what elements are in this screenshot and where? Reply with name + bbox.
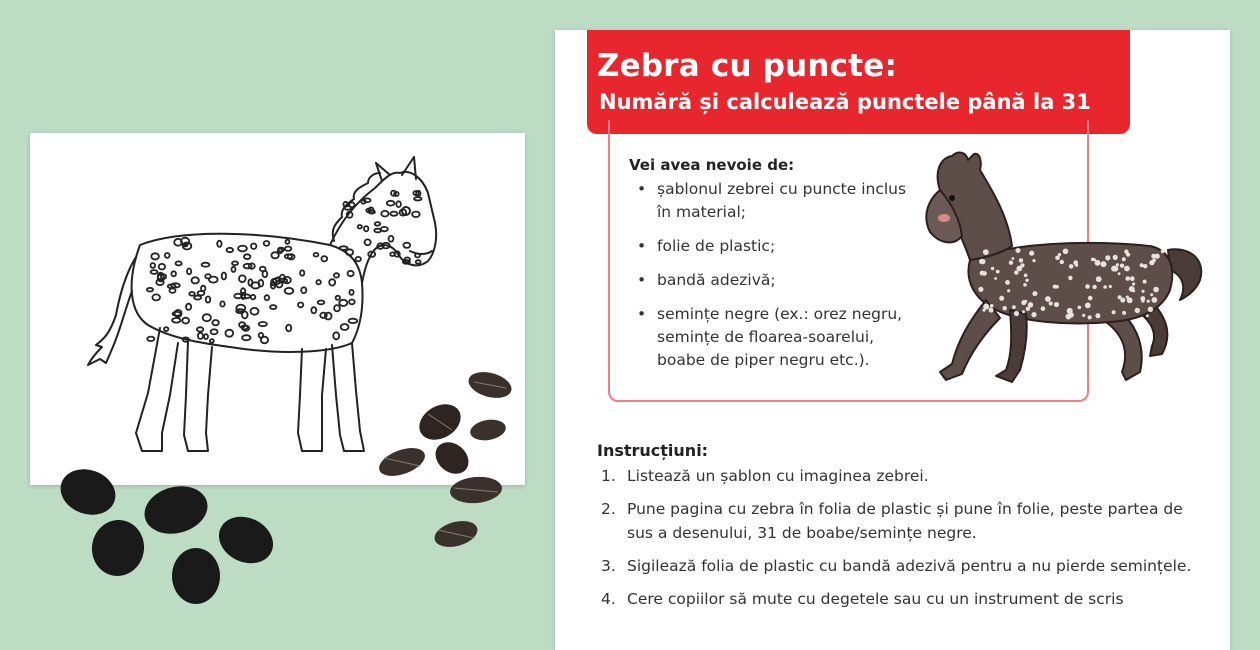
horse-spot [1122, 257, 1126, 261]
instructions-heading: Instrucțiuni: [597, 441, 709, 460]
horse-spot [1085, 284, 1090, 289]
horse-spot [989, 308, 994, 313]
horse-spot [1126, 253, 1130, 257]
horse-spot [1125, 276, 1130, 281]
horse-spot [1025, 279, 1028, 282]
horse-spot [980, 271, 985, 276]
zebra-spot [286, 325, 291, 332]
horse-spot [1140, 263, 1144, 267]
horse-spot [1045, 296, 1051, 302]
horse-spot [1073, 260, 1078, 265]
horse-spot [1014, 311, 1019, 316]
horse-spot [1095, 313, 1100, 318]
horse-spot [1085, 303, 1091, 309]
zebra-spot [300, 270, 304, 275]
zebra-spot [381, 227, 388, 231]
zebra-spot [334, 305, 340, 311]
instructions-list [597, 464, 1197, 620]
horse-spot [1082, 314, 1085, 317]
zebra-spot [270, 305, 276, 309]
zebra-spot [232, 267, 236, 272]
zebra-spot [227, 248, 234, 252]
horse-spot [1112, 310, 1116, 314]
title-banner [587, 30, 1130, 134]
horse-spot [1155, 254, 1160, 259]
horse-spot [1152, 258, 1156, 262]
zebra-spot [171, 271, 176, 276]
horse-spot [1005, 280, 1010, 285]
horse-spot [983, 309, 986, 312]
horse-spot [1127, 297, 1133, 303]
zebra-spot [206, 296, 211, 302]
horse-spot [1063, 249, 1069, 255]
horse-spot [1028, 302, 1033, 307]
zebra-spot [381, 211, 388, 217]
horse-spot [1103, 285, 1107, 289]
horse-spot [1109, 285, 1112, 288]
horse-spot [1092, 285, 1096, 289]
materials-heading: Vei avea nevoie de: [629, 156, 795, 174]
horse-spot [1068, 276, 1072, 280]
zebra-spot [414, 197, 421, 200]
zebra-spot [389, 236, 394, 242]
zebra-spot [189, 292, 195, 296]
horse-spot [1009, 261, 1013, 265]
horse-spot [991, 267, 994, 270]
horse-spot [1031, 312, 1036, 317]
zebra-spot [333, 332, 339, 339]
horse-spot [1088, 296, 1093, 301]
horse-spot [1014, 270, 1018, 274]
step-number: 1. [601, 467, 616, 485]
horse-spot [1049, 301, 1053, 305]
zebra-spot [192, 277, 199, 283]
horse-spot [1096, 276, 1102, 282]
zebra-spot [260, 267, 266, 271]
horse-spot [1105, 255, 1110, 260]
zebra-spot [271, 252, 278, 258]
zebra-spot [182, 318, 189, 324]
horse-spot [1078, 306, 1082, 310]
zebra-template-card [30, 133, 525, 485]
zebra-spot [151, 263, 156, 268]
zebra-spot [339, 300, 347, 306]
horse-spot [1129, 286, 1135, 292]
horse-spot [1019, 258, 1023, 262]
horse-spot [1022, 310, 1025, 313]
zebra-spot [147, 337, 154, 341]
horse-spot [983, 249, 989, 255]
zebra-spot [285, 247, 291, 251]
list-item [597, 497, 1197, 545]
list-item [597, 464, 1197, 488]
horse-spot [1012, 305, 1016, 309]
zebra-spot [238, 246, 247, 252]
zebra-spot [396, 201, 401, 207]
zebra-spot [232, 261, 238, 265]
horse-spot [1041, 306, 1046, 311]
zebra-spot [387, 201, 395, 206]
zebra-spot [202, 263, 210, 267]
horse-spot [1007, 289, 1010, 292]
step-number: 4. [601, 590, 616, 608]
horse-spot [1118, 295, 1122, 299]
zebra-spot [390, 252, 395, 256]
zebra-spot [334, 273, 339, 277]
zebra-spot [329, 279, 335, 285]
zebra-spot [311, 307, 316, 313]
zebra-spot [285, 288, 294, 294]
zebra-spot [204, 334, 208, 339]
zebra-spot [349, 290, 353, 295]
list-item [597, 587, 1197, 611]
zebra-spot [244, 254, 250, 259]
step-text: Pune pagina cu zebra în folia de plastic și pune în folie, peste partea de sus a desenului, 31 de boabe/semințe negre. [627, 500, 1183, 542]
zebra-spot [217, 241, 221, 247]
zebra-spot [220, 301, 224, 306]
zebra-outline-drawing [30, 133, 525, 485]
horse-spot [1161, 249, 1165, 253]
horse-spot [1143, 264, 1147, 268]
horse-spot [1091, 258, 1095, 262]
horse-spot [1021, 300, 1026, 305]
horse-spot [1122, 311, 1126, 315]
horse-spot [1032, 291, 1037, 296]
step-number: 2. [601, 500, 616, 518]
zebra-spot [242, 335, 250, 340]
zebra-spot [239, 275, 246, 282]
zebra-spot [212, 320, 218, 325]
zebra-spot [197, 327, 203, 331]
page-subtitle: Numără și calculează punctele până la 31 [599, 90, 1091, 114]
horse-spot [1053, 285, 1057, 289]
horse-spot [1020, 263, 1024, 267]
zebra-spot [165, 253, 170, 258]
zebra-spot [187, 269, 191, 275]
zebra-spot [194, 296, 201, 300]
zebra-spot [265, 295, 270, 300]
horse-spot [1101, 261, 1107, 267]
zebra-spot [251, 295, 256, 299]
zebra-spot [390, 212, 397, 216]
horse-spot [996, 270, 1000, 274]
horse-spot [1012, 257, 1015, 260]
horse-spot [1143, 280, 1147, 284]
zebra-spot [336, 296, 340, 300]
horse-spot [999, 296, 1004, 301]
horse-spot [978, 287, 983, 292]
zebra-spot [349, 300, 355, 305]
zebra-spot [251, 308, 259, 315]
zebra-spot [314, 253, 319, 257]
horse-spot [1132, 282, 1135, 285]
horse-spot [1152, 297, 1158, 303]
zebra-spot [364, 226, 368, 231]
horse-spot [1055, 256, 1060, 261]
step-text: Sigilează folia de plastic cu bandă adezivă pentru a nu pierde semințele. [627, 557, 1192, 575]
zebra-spot [201, 286, 205, 291]
horse-spot [1111, 266, 1117, 272]
horse-spot [1032, 259, 1035, 262]
zebra-spot [198, 333, 203, 339]
spotted-horse-illustration [900, 150, 1220, 390]
zebra-spot [251, 244, 256, 249]
zebra-spot [244, 264, 252, 269]
horse-spot [994, 277, 997, 280]
horse-spot [1095, 260, 1101, 266]
zebra-spot [176, 261, 182, 265]
zebra-spot [416, 260, 421, 263]
horse-spot [1140, 296, 1145, 301]
horse-spot [1029, 251, 1034, 256]
zebra-spot [341, 324, 349, 330]
horse-spot [1067, 308, 1073, 314]
horse-spot [1130, 276, 1135, 281]
horse-spot [1023, 283, 1027, 287]
zebra-spot [415, 254, 420, 258]
zebra-spot [222, 273, 226, 280]
zebra-spot [349, 319, 358, 323]
horse-spot [1060, 260, 1064, 264]
zebra-spot [301, 287, 306, 293]
horse-spot [1118, 272, 1121, 275]
horse-spot [1146, 314, 1149, 317]
zebra-spot [365, 239, 371, 245]
zebra-spot [318, 301, 325, 305]
zebra-spot [147, 288, 153, 292]
activity-sheet [555, 30, 1230, 650]
zebra-spot [285, 240, 289, 244]
horse-spot [1069, 264, 1074, 269]
zebra-spot [203, 314, 211, 321]
horse-spot [1024, 274, 1028, 278]
step-text: Listează un șablon cu imaginea zebrei. [627, 467, 929, 485]
list-item [597, 554, 1197, 578]
zebra-spot [412, 212, 420, 217]
zebra-spot [347, 212, 353, 218]
horse-spot [1088, 315, 1092, 319]
zebra-spot [259, 333, 263, 338]
horse-spot [1116, 263, 1119, 266]
zebra-spot [225, 330, 233, 337]
zebra-spot [211, 329, 218, 334]
horse-spot [1148, 307, 1153, 312]
list-item: • șablonul zebrei cu puncte inclus în material; [631, 178, 921, 224]
step-number: 3. [601, 557, 616, 575]
horse-spot [1135, 308, 1140, 313]
horse-spot [1058, 253, 1061, 256]
materials-list [631, 178, 921, 383]
horse-spot [1016, 248, 1021, 253]
zebra-spot [209, 277, 218, 283]
zebra-spot [264, 241, 270, 246]
horse-spot [1147, 300, 1150, 303]
zebra-spot [358, 225, 362, 229]
horse-spot [990, 304, 994, 308]
zebra-spot [186, 304, 191, 310]
zebra-spot [348, 271, 354, 276]
horse-spot [1113, 255, 1118, 260]
horse-spot [1124, 266, 1130, 272]
zebra-spot [210, 339, 214, 343]
zebra-spot [356, 257, 361, 261]
zebra-spot [159, 264, 165, 270]
horse-spot [983, 304, 989, 310]
horse-spot [1003, 306, 1007, 310]
step-text: Cere copiilor să mute cu degetele sau cu un instrument de scris [627, 590, 1124, 608]
zebra-spot [151, 253, 159, 259]
zebra-spot [340, 246, 348, 250]
zebra-spot [321, 256, 327, 261]
horse-spot [1054, 302, 1059, 307]
horse-spot [1150, 293, 1153, 296]
list-item: • semințe negre (ex.: orez negru, semințe de floarea-soarelui, boabe de piper negru etc.). [631, 303, 921, 372]
zebra-spot [298, 303, 303, 308]
zebra-spot [375, 222, 381, 226]
zebra-spot [172, 318, 180, 323]
page-title: Zebra cu puncte: [597, 48, 898, 84]
list-item: • bandă adezivă; [631, 269, 921, 292]
zebra-spot [164, 327, 168, 331]
list-item: • folie de plastic; [631, 235, 921, 258]
horse-spot [979, 259, 984, 264]
zebra-spot [152, 294, 160, 300]
zebra-spot [316, 280, 320, 284]
horse-spot [1141, 290, 1144, 293]
zebra-spot [403, 243, 410, 248]
horse-spot [1153, 287, 1159, 293]
zebra-spot [346, 249, 353, 255]
zebra-spot [259, 322, 267, 326]
horse-spot [1120, 264, 1124, 268]
zebra-spot [151, 270, 158, 274]
